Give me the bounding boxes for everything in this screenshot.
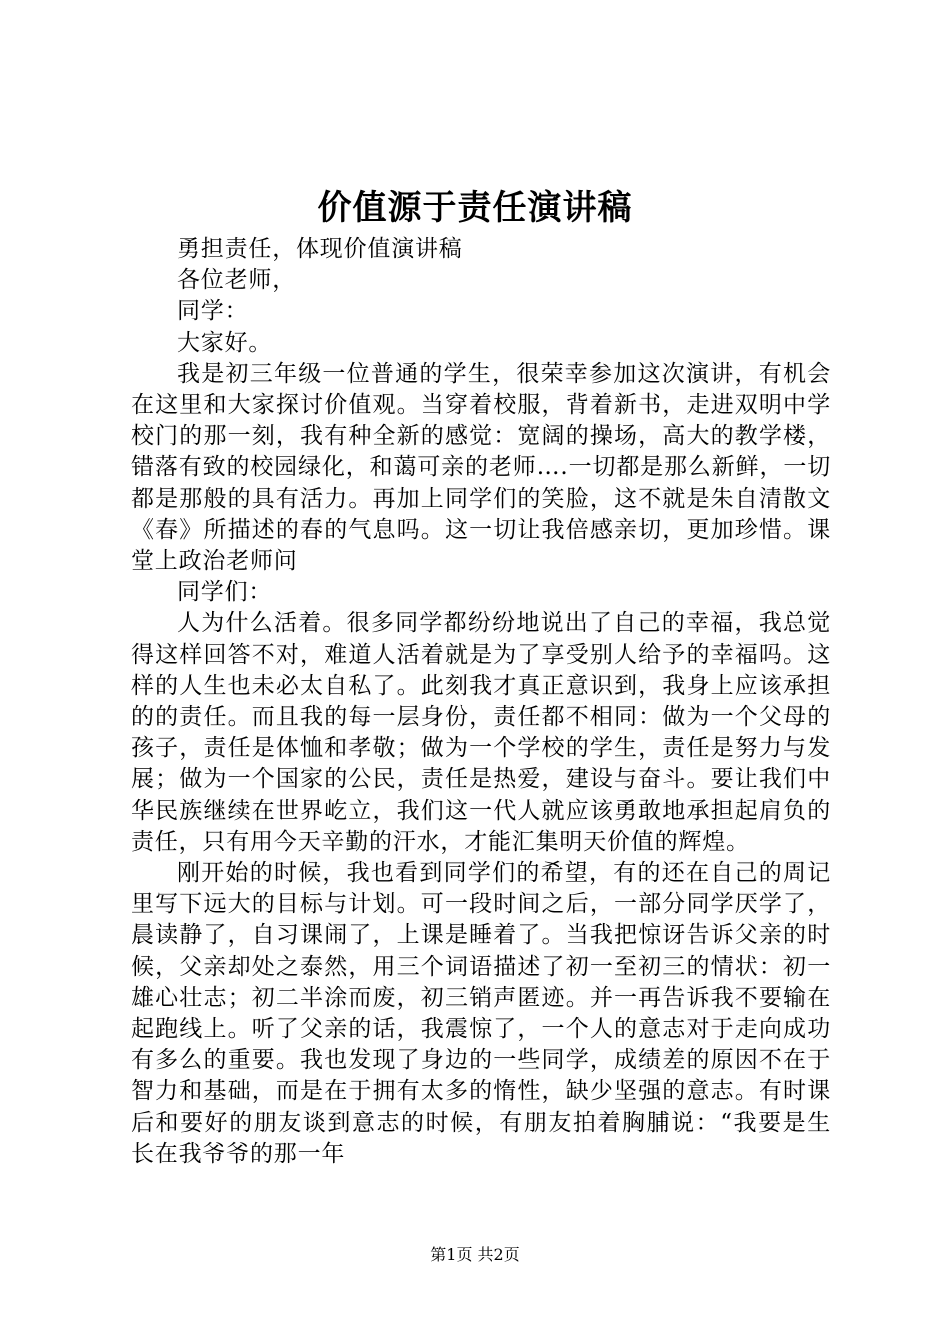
paragraph-body-1: 我是初三年级一位普通的学生，很荣幸参加这次演讲，有机会在这里和大家探讨价值观。当穿着校服，背着新书，走进双明中学校门的那一刻，我有种全新的感觉：宽阔的操场，高大的教学楼，错落有致的校园绿化，和蔼可亲的老师….一切都是那么新鲜，一切都是那般的具有活力。再加上同学们的笑脸，这不就是朱自清散文《春》所描述的春的气息吗。这一切让我倍感亲切，更加珍惜。课堂上政治老师问 [131, 360, 831, 575]
page-footer: 第1页 共2页 [430, 1245, 520, 1264]
paragraph-body-2: 人为什么活着。很多同学都纷纷地说出了自己的幸福，我总觉得这样回答不对，难道人活着就是为了享受别人给予的幸福吗。这样的人生也未必太自私了。此刻我才真正意识到，我身上应该承担的的责任。而且我的每一层身份，责任都不相同：做为一个父母的孩子，责任是体恤和孝敬；做为一个学校的学生，责任是努力与发展；做为一个国家的公民，责任是热爱，建设与奋斗。要让我们中华民族继续在世界屹立，我们这一代人就应该勇敢地承担起肩负的责任，只有用今天辛勤的汗水，才能汇集明天价值的辉煌。 [131, 610, 831, 855]
document-body [131, 234, 831, 1170]
paragraph-classmates: 同学们： [177, 579, 273, 606]
paragraph-greeting-students: 同学： [177, 298, 249, 325]
paragraph-subtitle: 勇担责任，体现价值演讲稿 [177, 236, 463, 262]
paragraph-body-3: 刚开始的时候，我也看到同学们的希望，有的还在自己的周记里写下远大的目标与计划。可一段时间之后，一部分同学厌学了，晨读静了，自习课闹了，上课是睡着了。当我把惊讶告诉父亲的时候，父亲却处之泰然，用三个词语描述了初一至初三的情状：初一雄心壮志；初二半涂而废，初三销声匿迹。并一再告诉我不要输在起跑线上。听了父亲的话，我震惊了，一个人的意志对于走向成功有多么的重要。我也发现了身边的一些同学，成绩差的原因不在于智力和基础，而是在于拥有太多的惰性，缺少坚强的意志。有时课后和要好的朋友谈到意志的时候，有朋友拍着胸脯说：“我要是生长在我爷爷的那一年 [131, 860, 831, 1167]
paragraph-hello: 大家好。 [177, 329, 273, 356]
document-title: 价值源于责任演讲稿 [317, 188, 633, 228]
paragraph-greeting-teachers: 各位老师， [177, 267, 296, 294]
